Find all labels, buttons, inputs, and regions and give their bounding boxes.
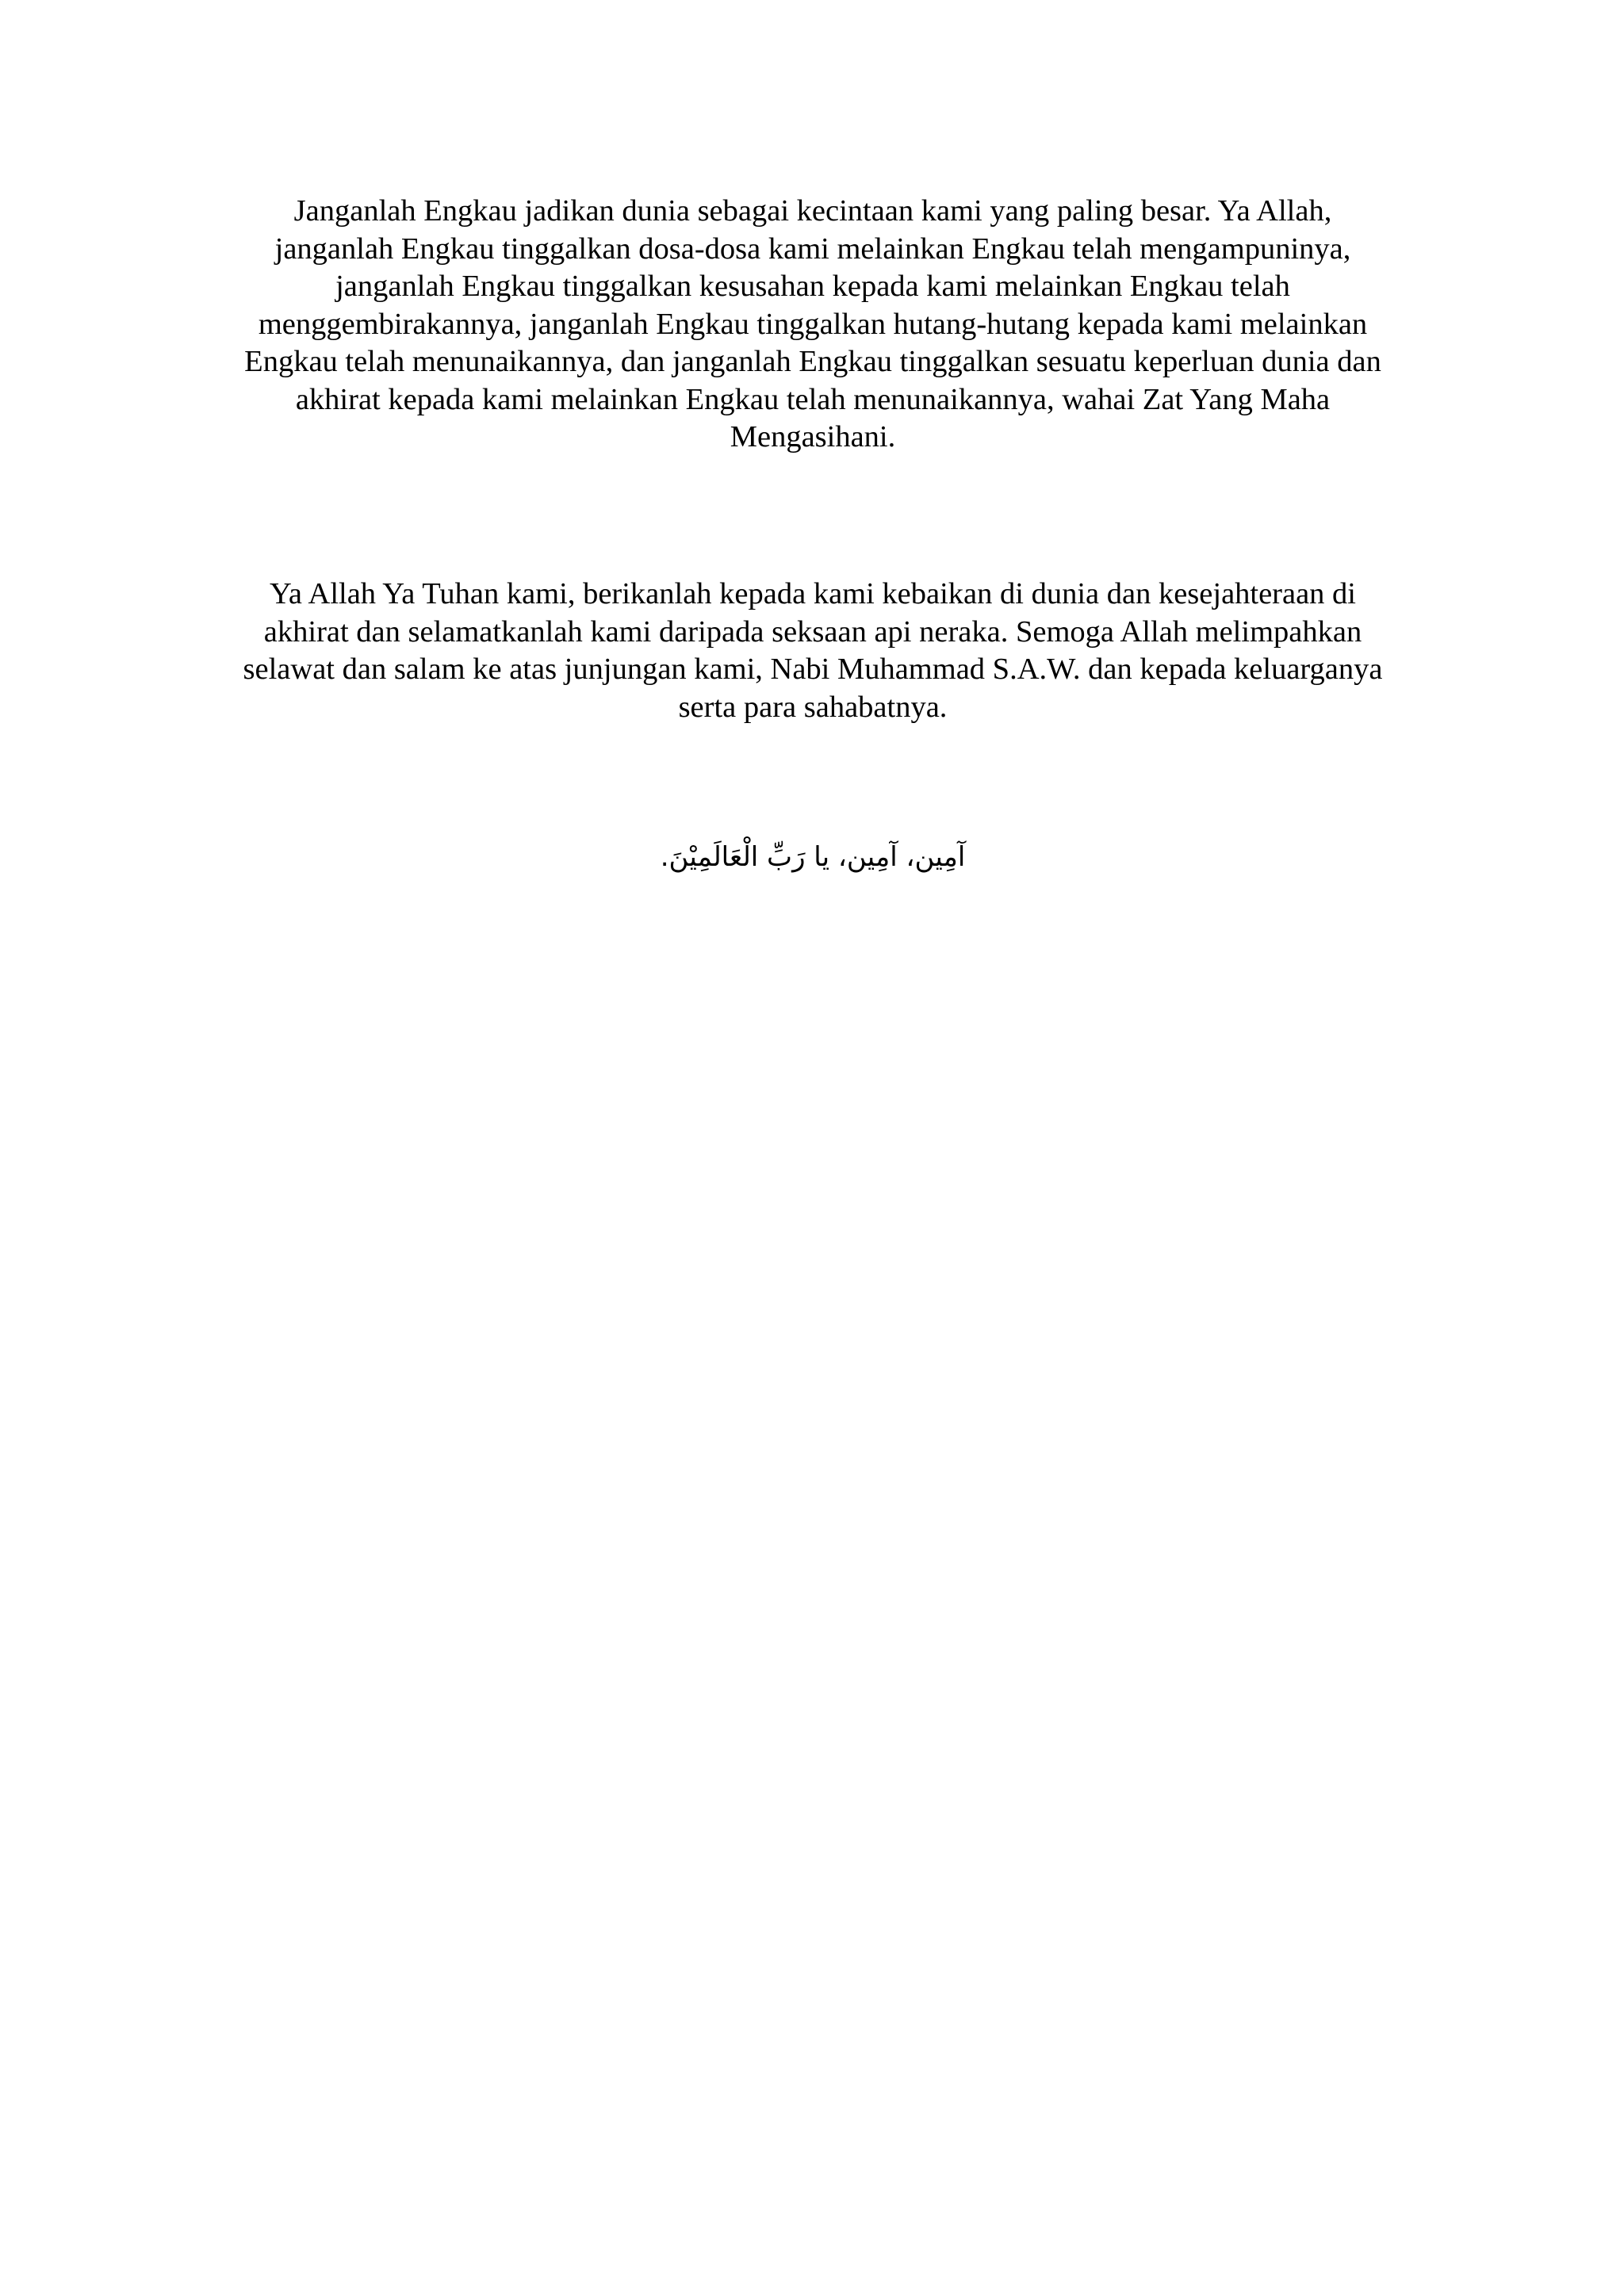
- prayer-paragraph-1: Janganlah Engkau jadikan dunia sebagai kecintaan kami yang paling besar. Ya Allah, janganlah Engkau tinggalkan dosa-dosa kami melainkan Engkau telah mengampuninya, janganlah Engkau tinggalkan kesusahan kepada kami melainkan Engkau telah menggembirakannya, janganlah Engkau tinggalkan hutang-hutang kepada kami melainkan Engkau telah menunaikannya, dan janganlah Engkau tinggalkan sesuatu keperluan dunia dan akhirat kepada kami melainkan Engkau telah menunaikannya, wahai Zat Yang Maha Mengasihani.: [244, 194, 1381, 453]
- prayer-paragraph-2: Ya Allah Ya Tuhan kami, berikanlah kepada kami kebaikan di dunia dan kesejahteraan di akhirat dan selamatkanlah kami daripada seksaan api neraka. Semoga Allah melimpahkan selawat dan salam ke atas junjungan kami, Nabi Muhammad S.A.W. dan kepada keluarganya serta para sahabatnya.: [243, 577, 1383, 724]
- closing-arabic-line: آمِين، آمِين، يا رَبِّ الْعَالَمِيْنَ.: [660, 841, 966, 873]
